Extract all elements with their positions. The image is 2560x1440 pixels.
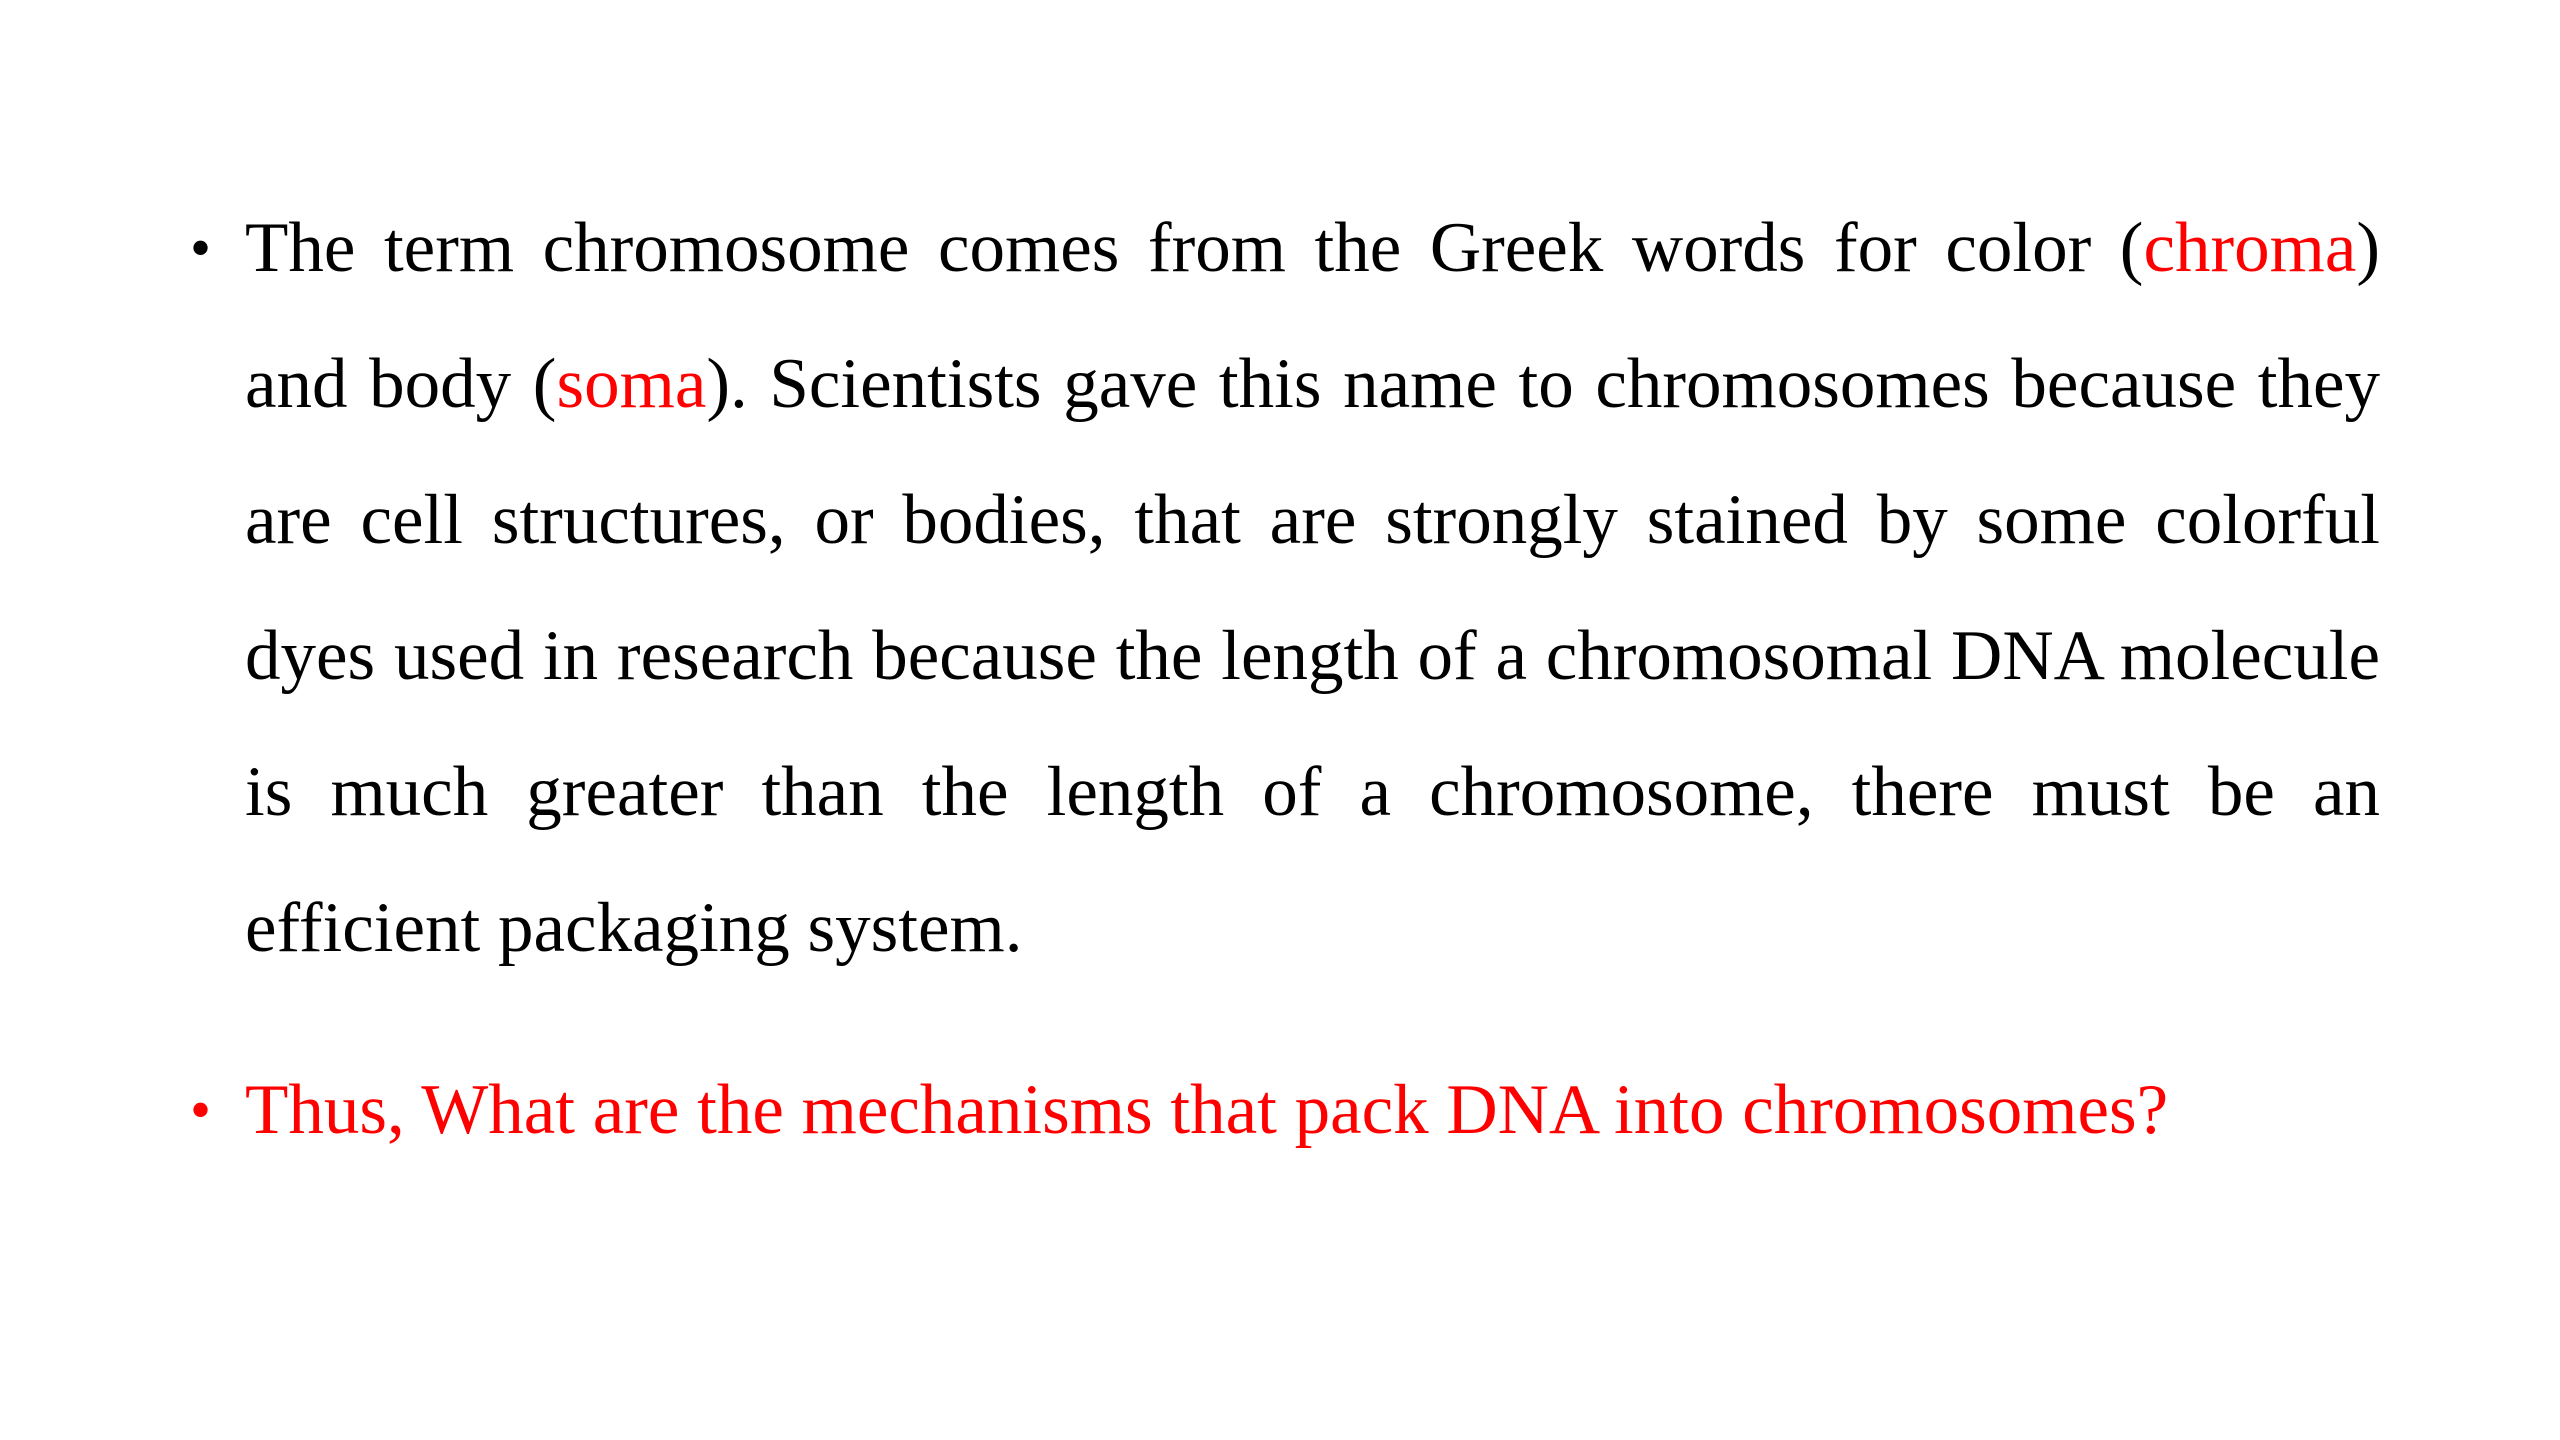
bullet-list (190, 180, 2380, 1178)
highlight-soma: soma (556, 345, 707, 423)
question-text: Thus, What are the mechanisms that pack DNA into chromosomes? (245, 1071, 2169, 1149)
bullet-item-chromosome-definition (190, 180, 2380, 996)
highlight-chroma: chroma (2143, 209, 2357, 287)
bullet-item-question (190, 1042, 2380, 1178)
text-segment: The term chromosome comes from the Greek words for color ( (245, 209, 2144, 287)
text-segment: ). Scientists gave this name to chromosomes because they are cell structures, or bodies, that are strongly stained by some colorful dyes used in research because the length of a chromosomal DNA molecule is much greater than the length of a chromosome, there must be an efficient packaging system. (245, 345, 2380, 967)
text-segment: ) and body ( (245, 209, 2380, 423)
bullet-dot-icon: • (190, 1077, 212, 1143)
bullet-dot-icon: • (190, 215, 212, 281)
